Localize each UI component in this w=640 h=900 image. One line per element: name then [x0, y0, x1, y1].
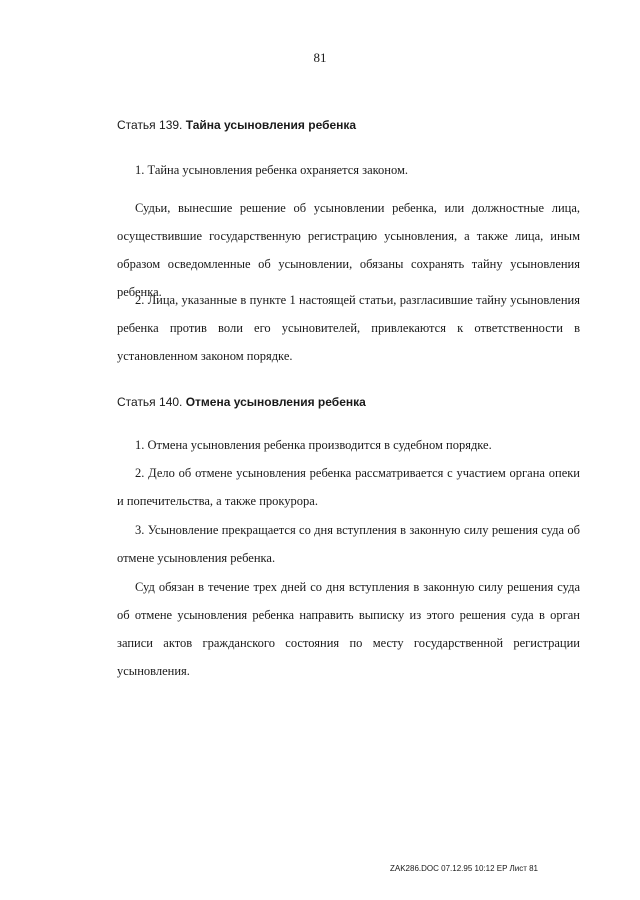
article-label: Статья 139. — [117, 118, 183, 132]
document-footer: ZAK286.DOC 07.12.95 10:12 EP Лист 81 — [390, 864, 538, 873]
article-139 — [117, 118, 580, 363]
article-heading — [117, 395, 580, 409]
article-heading — [117, 118, 580, 132]
article-title: Тайна усыновления ребенка — [185, 118, 357, 132]
paragraph: 3. Усыновление прекращается со дня вступления в законную силу решения суда об отмене усыновления ребенка. — [117, 523, 580, 565]
article-label: Статья 140. — [117, 395, 183, 409]
article-title: Отмена усыновления ребенка — [185, 395, 366, 409]
paragraph: 1. Отмена усыновления ребенка производится в судебном порядке. — [135, 438, 492, 452]
paragraph: 2. Лица, указанные в пункте 1 настоящей статьи, разгласившие тайну усыновления ребенка против воли его усыновителей, привлекаются к ответственности в установленном законом порядке. — [117, 293, 580, 363]
page-number: 81 — [313, 50, 327, 65]
paragraph: Суд обязан в течение трех дней со дня вступления в законную силу решения суда об отмене усыновления ребенка направить выписку из этого решения суда в орган записи актов гражданского состояния по месту государственной регистрации усыновления. — [117, 580, 580, 678]
article-140 — [117, 395, 580, 678]
paragraph: 1. Тайна усыновления ребенка охраняется законом. — [135, 163, 409, 177]
paragraph: 2. Дело об отмене усыновления ребенка рассматривается с участием органа опеки и попечительства, а также прокурора. — [117, 466, 580, 508]
paragraph: Судьи, вынесшие решение об усыновлении ребенка, или должностные лица, осуществившие государственную регистрацию усыновления, а также лица, иным образом осведомленные об усыновлении, обязаны сохранять тайну усыновления ребенка. — [117, 201, 580, 299]
